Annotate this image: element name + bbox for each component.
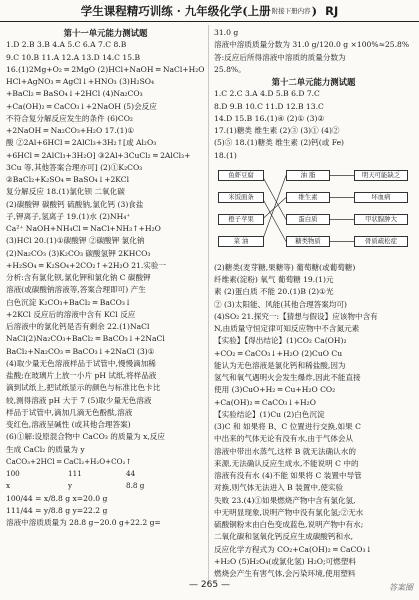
header-title: 学生课程精巧训练 · 九年级化学(上册 xyxy=(80,3,271,18)
answer-line: 盐酸;在玻璃片上放一小片 pH 试纸,将样品液 xyxy=(6,371,157,380)
diagram-box: 明天可能缺乏 xyxy=(354,170,408,181)
answer-line: 16.(1)2Mg+O₂ ═ 2MgO (2)HCl+NaOH ═ NaCl+H₂O xyxy=(6,64,205,74)
answer-line: 素 (2)蛋白质 不能 20.(1)B (2)①光 xyxy=(214,287,334,297)
section-title: 第十一单元能力测试题 xyxy=(63,28,148,38)
connector-line xyxy=(262,175,286,219)
answer-line: 使用 (3)CuO+H₂ ═ Cu+H₂O CO₂ xyxy=(214,385,336,395)
answer-line: 失败 23.(4)①如果燃烧产物中含有氯化氢, xyxy=(214,495,356,505)
diagram-box: 菜 油 xyxy=(218,236,264,247)
answer-line: 较,测得溶液 pH 大于 7 (5)取少量无色溶液 xyxy=(6,395,152,405)
answer-line: 1.C 2.C 3.A 4.D 5.B 6.D 7.C xyxy=(214,89,320,99)
answer-line: 分析:含有氯化钡,氯化钾和氯化钠 C 碳酸钾 xyxy=(6,273,151,282)
diagram-box: 蛋白质 xyxy=(286,214,330,225)
answer-line: +6HCl ═ 2AlCl₃+3H₂O] ③2Al+3CuCl₂ ═ 2AlCl₃+ xyxy=(6,150,191,160)
diagram-box: 骨质疏松症 xyxy=(354,236,408,247)
answer-line: HCl+AgNO₃ ═ AgCl↓+HNO₃ (3)H₂SO₄ xyxy=(6,77,155,86)
diagram-box: 糖类物质 xyxy=(286,236,330,247)
formula-row xyxy=(6,480,205,492)
answer-line: 子,钾离子,氢离子 19.(1)水 (2)NH₄⁺ xyxy=(6,211,131,221)
answer-line: 1.D 2.B 3.B 4.A 5.C 6.A 7.C 8.B xyxy=(6,40,127,50)
formula-cell: 8.8 g xyxy=(126,481,145,491)
left-column xyxy=(6,27,205,579)
answer-line: 滴到试纸上,把试纸显示的颜色与标准比色卡比 xyxy=(6,383,161,393)
answer-line: (5)⑤ 18.(1)糖类 维生素 (2)钙(或 Fe) xyxy=(214,138,345,148)
formula-cell: 100 xyxy=(6,469,20,478)
answer-line: 生成 CaCl₂ 的质量为 y xyxy=(6,444,85,454)
answer-line: 溶液中溶质质量分数为 31.0 g/120.0 g ×100%≈25.8% xyxy=(214,40,410,50)
watermark: 答案圈 xyxy=(389,583,413,592)
answer-line: 不符合复分解反应发生的条件 (6)CO₂ xyxy=(6,113,133,123)
answer-line: 111/44 = y/8.8 g y=22.2 g xyxy=(6,505,108,515)
answer-line: 18.(1) xyxy=(214,150,237,160)
page-header xyxy=(0,0,419,22)
answer-line: (4)取少量无色溶液样品于试管中,慢慢滴加稀 xyxy=(6,358,156,368)
answer-line: 溶液有没有水 (4)不能 如果将 C 装置中导管 xyxy=(214,471,362,480)
answer-line: 溶液(或碳酸钠溶液等,答案合理即可) 产生 xyxy=(6,285,146,295)
answer-line: (2)Na₂CO₃ (3)K₂CO₃ 碳酸氢钾 2KHCO₃ xyxy=(6,248,151,258)
answer-line: Ca²⁺ NaOH+NH₄Cl ═ NaCl+NH₃↑+H₂O xyxy=(6,224,161,233)
diagram-box: 甲状腺肿大 xyxy=(354,214,408,225)
answer-line: +BaCl₂ ═ BaSO₄↓+2HCl (4)Na₂CO₃ xyxy=(6,89,143,99)
answer-line: 复分解反应 18.(1)氯化钡 二氧化碳 xyxy=(6,187,125,197)
section-title: 第十二单元能力测试题 xyxy=(271,77,356,87)
connector-line xyxy=(262,197,286,241)
nutrition-matching-diagram xyxy=(214,164,413,260)
diagram-box: 油 脂 xyxy=(286,170,330,181)
answer-line: ② (3)太阳能、风能(其他合理答案均可) xyxy=(214,299,348,309)
answer-line: 25.8%。 xyxy=(214,64,246,74)
answer-line: 二氧化碳和氢氧化钙反应生成碳酸钙和水, xyxy=(214,532,354,542)
answer-line: +H₂SO₄ ═ K₂SO₄+2CO₂↑+2H₂O 21.实验一 xyxy=(6,260,167,270)
answer-line: 31.0 g xyxy=(214,28,239,37)
answer-line: (4)SO₂ 21.探究一:【猜想与假设】应该物中含有 xyxy=(214,311,378,321)
answer-line: +H₂O (5)H₂O₄(或氯化氢) H₂O;可燃塑料 xyxy=(214,556,356,566)
formula-cell: x xyxy=(6,481,11,491)
answer-line: 溶液中带出水蒸气,这样 B 就无法确认水的 xyxy=(214,446,356,456)
header-edition: RJ xyxy=(325,3,339,18)
answer-line: 9.C 10.B 11.A 12.A 13.D 14.C 15.B xyxy=(6,52,141,62)
formula-cell: 111 xyxy=(68,469,82,478)
answer-line: 后溶液中的氯化钙是否有剩余 22.(1)NaCl xyxy=(6,322,150,331)
column-divider xyxy=(208,25,209,583)
answer-line: (3)HCl 20.(1)①碳酸钾 ②碳酸钾 氯化钠 xyxy=(6,236,145,246)
answer-line: ②BaCl₂+K₂SO₄ ═ BaSO₄↓+2KCl xyxy=(6,175,129,184)
answer-line: 来源,无法确认反应生成水,不能说明 C 中的 xyxy=(214,458,359,468)
diagram-box: 鱼虾豆腐 xyxy=(218,170,264,181)
answer-line: (2)糖类(麦芽糖,果糖等) 葡萄糖(或葡萄糖) xyxy=(214,262,356,272)
connector-line xyxy=(262,175,286,241)
answer-line: 变红色,溶液呈碱性 (或其他合理答案) xyxy=(6,420,131,429)
answer-line: N,由质量守恒定律可知反应物中不含氮元素 xyxy=(214,324,360,333)
answer-line: 能认为无色溶液是氯化钙和稀盐酸,因为 xyxy=(214,360,346,370)
answer-line: 溶液中溶质质量为 28.8 g−20.0 g+22.2 g= xyxy=(6,518,161,527)
answer-line: 【实验】【得出结论】(1)CO₂ Ca(OH)₂ xyxy=(214,336,347,346)
answer-line: 燃烧会产生有害气体,会污染环境,使用塑料 xyxy=(214,569,356,578)
answer-line: 17.(1)糖类 维生素 (2)③ (3)① (4)② xyxy=(214,126,340,135)
answer-line: +Ca(OH)₂ ═ CaCO₃↓+2NaOH (5)会反应 xyxy=(6,101,157,111)
answer-line: 对换,则气体无法进入 B 装置中,使实验 xyxy=(214,483,344,493)
answer-line: 反应化学方程式为 CO₂+Ca(OH)₂ ═ CaCO₃↓ xyxy=(214,544,372,554)
answer-line: 答:反应后所得溶液中溶质的质量分数为 xyxy=(214,52,346,62)
diagram-box: 米饭面条 xyxy=(218,192,264,203)
answer-line: (3)C 和 如果将 B、C 位置进行交换,如果 C xyxy=(214,422,361,431)
formula-cell: 44 xyxy=(126,469,136,478)
right-column xyxy=(214,27,413,579)
page-number: — 265 — xyxy=(189,580,230,590)
answer-line: 100/44 = x/8.8 g x=20.0 g xyxy=(6,493,108,503)
answer-line: +2NaOH ═ Na₂CO₃+H₂O 17.(1)① xyxy=(6,126,135,135)
answer-line: NaCl(2)Na₂CO₃+BaCl₂ ═ BaCO₃↓+2NaCl xyxy=(6,334,165,344)
formula-row xyxy=(6,456,205,468)
formula-cell: CaCO₃+2HCl ═ CaCl₂+H₂O+CO₂↑ xyxy=(6,456,132,466)
answer-line: 14.D 15.B 16.(1)④ (2)① (3)② xyxy=(214,113,325,123)
answer-line: 硫酸铜粉末由白色变成蓝色,说明产物中有水; xyxy=(214,520,364,529)
answer-line: +2KCl 反应后的溶液中含有 KCl 反应 xyxy=(6,309,136,319)
formula-row xyxy=(6,468,205,480)
diagram-box: 维生素 xyxy=(286,192,330,203)
header-close: ) xyxy=(311,3,318,18)
answer-line: 白色沉淀 K₂CO₃+BaCl₂ ═ BaCO₃↓ xyxy=(6,297,132,307)
answer-line: 中出来的气体无论有没有水,由于气体会从 xyxy=(214,434,354,444)
diagram-box: 橙子苹果 xyxy=(218,214,264,225)
answer-line: BaCl₂+Na₂CO₃ ═ BaCO₃↓+2NaCl (3)① xyxy=(6,346,155,356)
answer-line: 【实验结论】(1)Cu (2)白色沉淀 xyxy=(214,409,325,419)
answer-line: (6)①解:设原混合物中 CaCO₃ 的质量为 x,反应 xyxy=(6,432,165,442)
answer-line: 3Cu 等,其他答案合理亦可] (2)①K₂CO₃ xyxy=(6,162,143,172)
answer-line: 氢气和氧气遇明火会发生爆炸,因此不能直接 xyxy=(214,373,361,382)
answer-line: 8.D 9.B 10.C 11.D 12.B 13.C xyxy=(214,101,324,111)
diagram-box: 坏血病 xyxy=(354,192,408,203)
answer-line: (2)碳酸钾 碳酸钙 硫酸钠,氯化钙 (3)食盐 xyxy=(6,199,144,209)
answer-line: +Ca(OH)₂ ═ CaCO₃↓+H₂O xyxy=(214,397,316,407)
answer-line: 样品于试管中,滴加几滴无色酚酞,溶液 xyxy=(6,407,133,417)
header-subtitle: 附接下册内容 xyxy=(271,7,311,15)
answer-line: 纤维素(淀粉) 氧气 葡萄糖 19.(1)元 xyxy=(214,275,334,284)
formula-cell: y xyxy=(68,481,73,491)
answer-line: 酸 ②2Al+6HCl ═ 2AlCl₃+3H₂↑[或 Al₂O₃ xyxy=(6,138,157,148)
answer-line: 中无明显现象,说明产物中没有氯化氢;②无水 xyxy=(214,507,364,517)
answer-line: +CO₂ ═ CaCO₃↓+H₂O (2)CuO Cu xyxy=(214,348,343,358)
